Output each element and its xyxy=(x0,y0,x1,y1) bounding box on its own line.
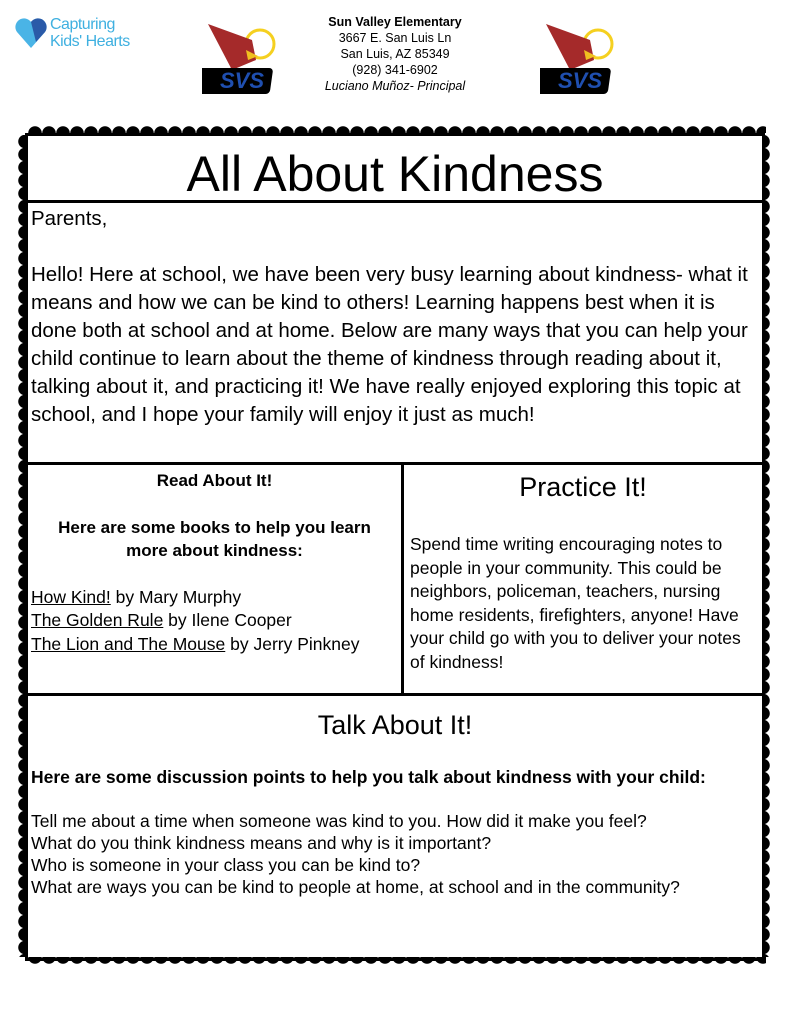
intro-body: Hello! Here at school, we have been very busy learning about kindness- what it means and how we can be kind to others! Learning happens best when it is done both at school and at home. Below are many ways that you can help your child continue to learn about the theme of kindness through reading about it, talking about it, and practicing it! We have really enjoyed exploring this topic at school, and I hope your family will enjoy it just as much! xyxy=(31,263,748,426)
principal: Luciano Muñoz- Principal xyxy=(324,79,466,93)
logo-text-line: Capturing xyxy=(50,16,115,33)
address-line: San Luis, AZ 85349 xyxy=(340,47,450,61)
discussion-point: What do you think kindness means and why is it important? xyxy=(31,833,492,853)
svg-text:SVS: SVS xyxy=(219,68,265,93)
book-author: by Ilene Cooper xyxy=(163,610,292,630)
book-author: by Jerry Pinkney xyxy=(225,633,360,654)
greeting: Parents, xyxy=(31,207,108,230)
book-title-link[interactable]: The Lion and The Mouse xyxy=(31,633,226,654)
phone: (928) 341-6902 xyxy=(352,63,438,77)
discussion-point: What are ways you can be kind to people at home, at school and in the community? xyxy=(31,877,680,897)
read-subheading: Here are some books to help you learn more about kindness: xyxy=(58,517,371,560)
intro-section xyxy=(28,203,762,465)
school-name: Sun Valley Elementary xyxy=(328,15,462,29)
book-title-link[interactable]: How Kind! xyxy=(31,586,111,607)
heart-icon xyxy=(14,16,48,50)
discussion-point: Tell me about a time when someone was kind to you. How did it make you feel? xyxy=(31,811,647,831)
school-logo-right xyxy=(540,20,622,102)
scalloped-border-top xyxy=(28,125,766,133)
page-title: All About Kindness xyxy=(28,136,762,203)
talk-subheading: Here are some discussion points to help you talk about kindness with your child: xyxy=(31,767,706,787)
school-address-block xyxy=(300,14,490,94)
book-item xyxy=(31,609,398,633)
school-logo-left xyxy=(202,20,284,102)
book-author: by Mary Murphy xyxy=(110,586,242,607)
practice-heading: Practice It! xyxy=(519,472,647,502)
scalloped-border-left xyxy=(15,135,25,957)
capturing-kids-hearts-logo xyxy=(14,16,130,50)
read-heading: Read About It! xyxy=(156,471,273,490)
book-item xyxy=(31,633,398,657)
talk-section xyxy=(28,696,762,902)
book-item xyxy=(31,586,398,610)
book-title-link[interactable]: The Golden Rule xyxy=(31,610,164,630)
practice-section xyxy=(404,465,762,693)
newsletter-frame xyxy=(25,133,765,961)
read-section xyxy=(28,465,404,693)
address-line: 3667 E. San Luis Ln xyxy=(338,31,452,45)
talk-heading: Talk About It! xyxy=(317,710,473,740)
logo-text-line: Kids' Hearts xyxy=(50,33,130,50)
svg-text:SVS: SVS xyxy=(557,68,603,93)
discussion-point: Who is someone in your class you can be kind to? xyxy=(31,855,421,875)
practice-body: Spend time writing encouraging notes to people in your community. This could be neighbors, policeman, teachers, nursing home residents, firefighters, anyone! Have your child go with you to deliver your notes of kindness! xyxy=(410,534,741,672)
